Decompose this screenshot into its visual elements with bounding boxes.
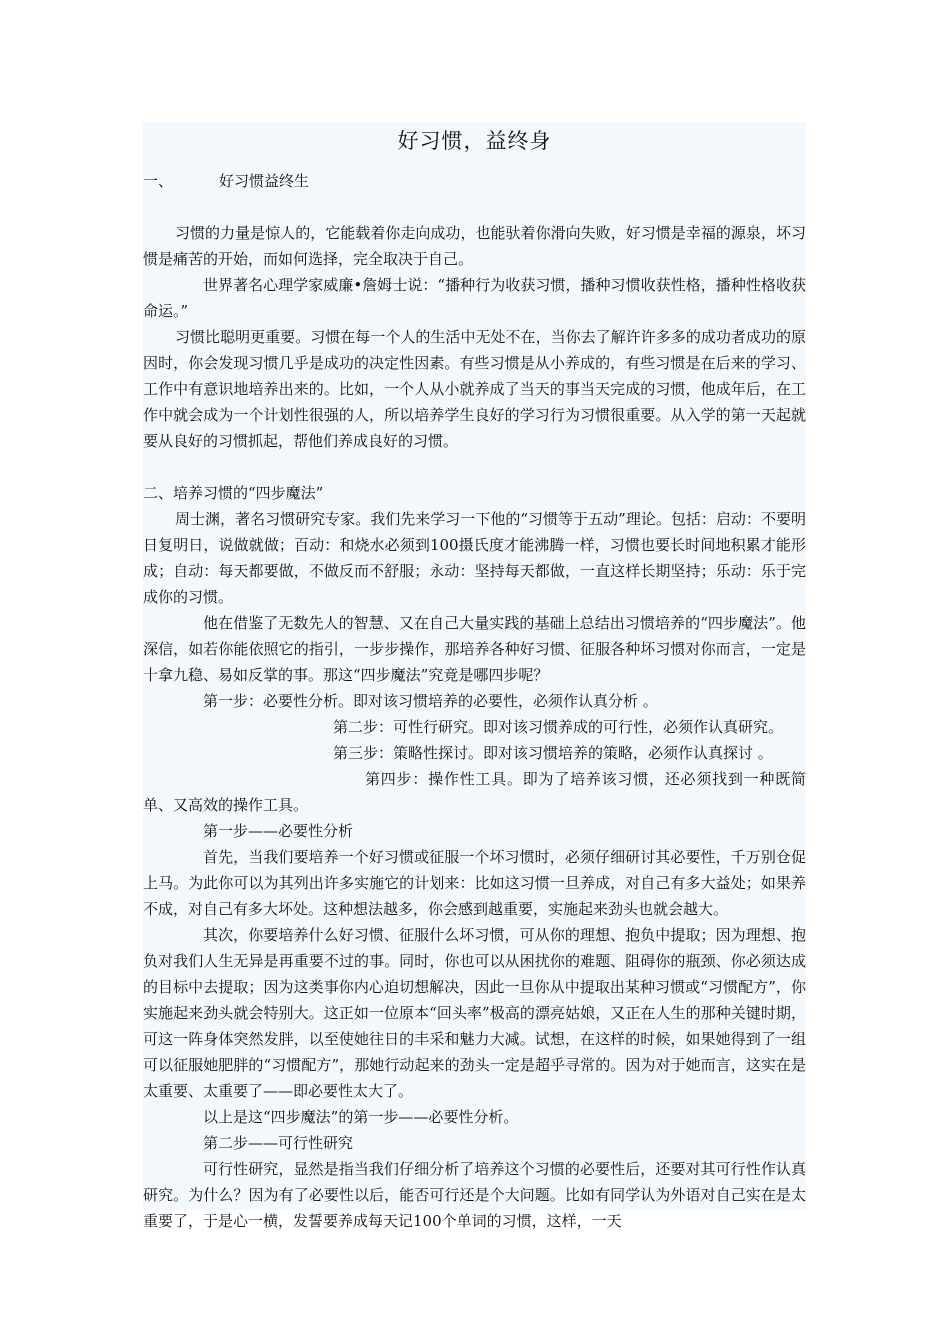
- paragraph: 习惯的力量是惊人的，它能载着你走向成功，也能驮着你滑向失败，好习惯是幸福的源泉，坏习惯是痛苦的开始，而如何选择，完全取决于自己。: [143, 224, 806, 268]
- document-body: [143, 122, 806, 1230]
- step-item: 第一步：必要性分析。即对该习惯培养的必要性，必须作认真分析 。: [203, 692, 658, 710]
- step-item: 第四步：操作性工具。即为了培养该习惯，还必须找到一种既简单、又高效的操作工具。: [143, 770, 806, 814]
- section-2-heading: 二、培养习惯的“四步魔法”: [143, 484, 324, 502]
- paragraph: 其次，你要培养什么好习惯、征服什么坏习惯，可从你的理想、抱负中提取；因为理想、抱负对我们人生无异是再重要不过的事。同时，你也可以从困扰你的难题、阻碍你的瓶颈、你必须达成的目标中去提取；因为这类事你内心迫切想解决，因此一旦你从中提取出某种习惯或“习惯配方”，你实施起来劲头就会特别大。这正如一位原本“回头率”极高的漂亮姑娘，又正在人生的那种关键时期，可这一阵身体突然发胖，以至使她往日的丰采和魅力大减。试想，在这样的时候，如果她得到了一组可以征服她肥胖的“习惯配方”，那她行动起来的劲头一定是超乎寻常的。因为对于她而言，这实在是太重要、太重要了——即必要性太大了。: [143, 926, 806, 1100]
- subsection-heading: 第二步——可行性研究: [203, 1134, 354, 1152]
- document-title: 好习惯，益终身: [397, 129, 552, 153]
- paragraph: 世界著名心理学家威廉•詹姆士说：“播种行为收获习惯，播种习惯收获性格，播种性格收获命运。”: [143, 276, 806, 320]
- paragraph: 以上是这“四步魔法”的第一步——必要性分析。: [203, 1108, 519, 1126]
- section-1-title: 好习惯益终生: [219, 172, 310, 190]
- paragraph: 周士渊，著名习惯研究专家。我们先来学习一下他的“习惯等于五动”理论。包括：启动：不要明日复明日，说做就做；百动：和烧水必须到100摄氏度才能沸腾一样，习惯也要长时间地积累才能形成；自动：每天都要做，不做反而不舒服；永动：坚持每天都做，一直这样长期坚持；乐动：乐于完成你的习惯。: [143, 510, 806, 606]
- step-item: 第二步：可性行研究。即对该习惯养成的可行性，必须作认真研究。: [333, 718, 784, 736]
- subsection-heading: 第一步——必要性分析: [203, 822, 354, 840]
- paragraph: 习惯比聪明更重要。习惯在每一个人的生活中无处不在，当你去了解许许多多的成功者成功的原因时，你会发现习惯几乎是成功的决定性因素。有些习惯是从小养成的，有些习惯是在后来的学习、工作中有意识地培养出来的。比如，一个人从小就养成了当天的事当天完成的习惯，他成年后，在工作中就会成为一个计划性很强的人，所以培养学生良好的学习行为习惯很重要。从入学的第一天起就要从良好的习惯抓起，帮他们养成良好的习惯。: [143, 328, 806, 450]
- paragraph: 他在借鉴了无数先人的智慧、又在自己大量实践的基础上总结出习惯培养的“四步魔法”。他深信，如若你能依照它的指引，一步步操作，那培养各种好习惯、征服各种坏习惯对你而言，一定是十拿九稳、易如反掌的事。那这“四步魔法”究竟是哪四步呢？: [143, 614, 806, 684]
- paragraph: 可行性研究，显然是指当我们仔细分析了培养这个习惯的必要性后，还要对其可行性作认真研究。为什么？因为有了必要性以后，能否可行还是个大问题。比如有同学认为外语对自己实在是太重要了，于是心一横，发誓要养成每天记100个单词的习惯，这样，一天: [143, 1160, 806, 1230]
- section-1-heading: [143, 168, 806, 194]
- step-item: 第三步：策略性探讨。即对该习惯培养的策略，必须作认真探讨 。: [333, 744, 773, 762]
- section-1-number: 一、: [143, 172, 174, 190]
- paragraph: 首先，当我们要培养一个好习惯或征服一个坏习惯时，必须仔细研讨其必要性，千万别仓促上马。为此你可以为其列出许多实施它的计划来：比如这习惯一旦养成，对自己有多大益处；如果养不成，对自己有多大坏处。这种想法越多，你会感到越重要，实施起来劲头也就会越大。: [143, 848, 806, 918]
